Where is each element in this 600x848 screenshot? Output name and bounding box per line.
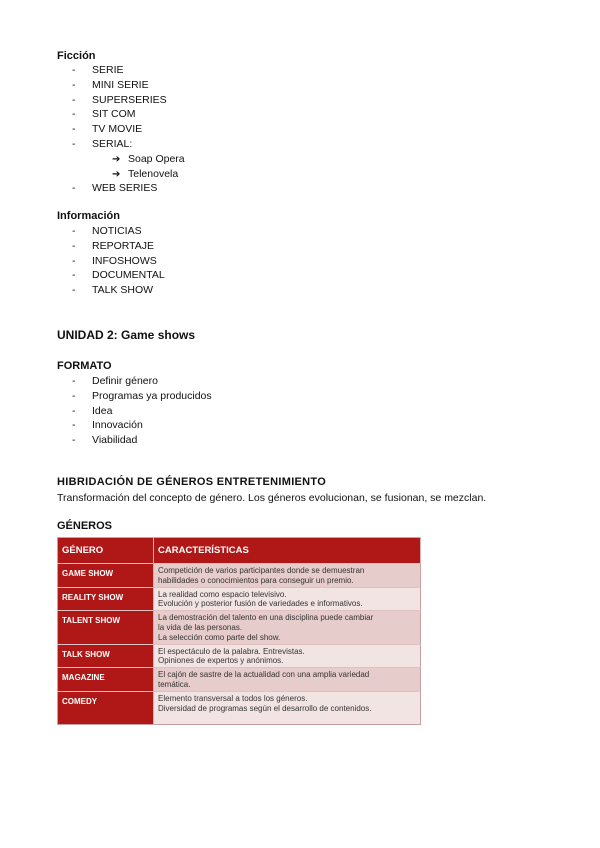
list-item: - Definir género — [72, 375, 158, 387]
table-row — [58, 587, 421, 611]
list-item: - SUPERSERIES — [72, 93, 167, 106]
table-header-genre: GÉNERO — [58, 538, 154, 564]
hibridacion-text: Transformación del concepto de género. Los géneros evolucionan, se fusionan, se mezclan. — [57, 492, 487, 504]
list-item: - REPORTAJE — [72, 239, 155, 252]
list-item: - Viabilidad — [72, 434, 138, 447]
table-row — [58, 644, 421, 668]
list-item: - DOCUMENTAL — [72, 269, 165, 282]
characteristics-cell: El cajón de sastre de la actualidad con una amplia variedad temática. — [154, 668, 421, 692]
list-item: - TALK SHOW — [72, 284, 154, 297]
genres-table — [57, 537, 421, 725]
genre-cell: REALITY SHOW — [58, 587, 154, 611]
formato-heading: FORMATO — [57, 360, 112, 372]
characteristics-cell: Elemento transversal a todos los géneros. Diversidad de programas según el desarrollo de contenidos. — [154, 691, 421, 724]
table-row — [58, 668, 421, 692]
list-item: - Programas ya producidos — [72, 389, 212, 402]
genre-cell: MAGAZINE — [58, 668, 154, 692]
informacion-heading: Información — [57, 210, 120, 222]
characteristics-cell: Competición de varios participantes donde se demuestran habilidades o conocimientos para conseguir un premio. — [154, 564, 421, 588]
list-item: - MINI SERIE — [72, 78, 149, 91]
hibridacion-heading: HIBRIDACIÓN DE GÉNEROS ENTRETENIMIENTO — [57, 476, 327, 488]
sublist-item: ➔ Soap Opera — [112, 152, 185, 167]
table-row — [58, 564, 421, 588]
characteristics-cell: La realidad como espacio televisivo. Evolución y posterior fusión de variedades e informativos. — [154, 587, 421, 611]
table-row — [58, 611, 421, 644]
table-row — [58, 691, 421, 724]
unit-title: UNIDAD 2: Game shows — [57, 328, 196, 342]
genre-cell: TALK SHOW — [58, 644, 154, 668]
ficcion-list — [72, 63, 167, 152]
ficcion-heading: Ficción — [57, 50, 96, 62]
list-item: - TV MOVIE — [72, 123, 143, 136]
list-item: - Idea — [72, 404, 113, 417]
characteristics-cell: El espectáculo de la palabra. Entrevistas. Opiniones de expertos y anónimos. — [154, 644, 421, 668]
generos-heading: GÉNEROS — [57, 520, 113, 532]
table-header-row — [58, 538, 421, 564]
list-item: - SIT COM — [72, 108, 136, 121]
formato-list — [72, 374, 212, 448]
list-item: - SERIAL: — [72, 137, 133, 150]
table-header-characteristics: CARACTERÍSTICAS — [154, 538, 421, 564]
genre-cell: TALENT SHOW — [58, 611, 154, 644]
genre-cell: GAME SHOW — [58, 564, 154, 588]
characteristics-cell: La demostración del talento en una disciplina puede cambiar la vida de las personas. La selección como parte del show. — [154, 611, 421, 644]
serial-sublist — [112, 152, 185, 182]
ficcion-list-end — [72, 181, 157, 196]
arrow-right-icon: ➔ — [112, 154, 121, 165]
informacion-list — [72, 224, 165, 298]
list-item: - WEB SERIES — [72, 182, 158, 194]
genre-cell: COMEDY — [58, 691, 154, 724]
list-item: - Innovación — [72, 419, 143, 432]
list-item: - NOTICIAS — [72, 225, 142, 237]
list-item: - INFOSHOWS — [72, 254, 157, 267]
list-item: - SERIE — [72, 64, 124, 76]
arrow-right-icon: ➔ — [112, 168, 121, 180]
sublist-item: ➔ Telenovela — [112, 167, 185, 182]
